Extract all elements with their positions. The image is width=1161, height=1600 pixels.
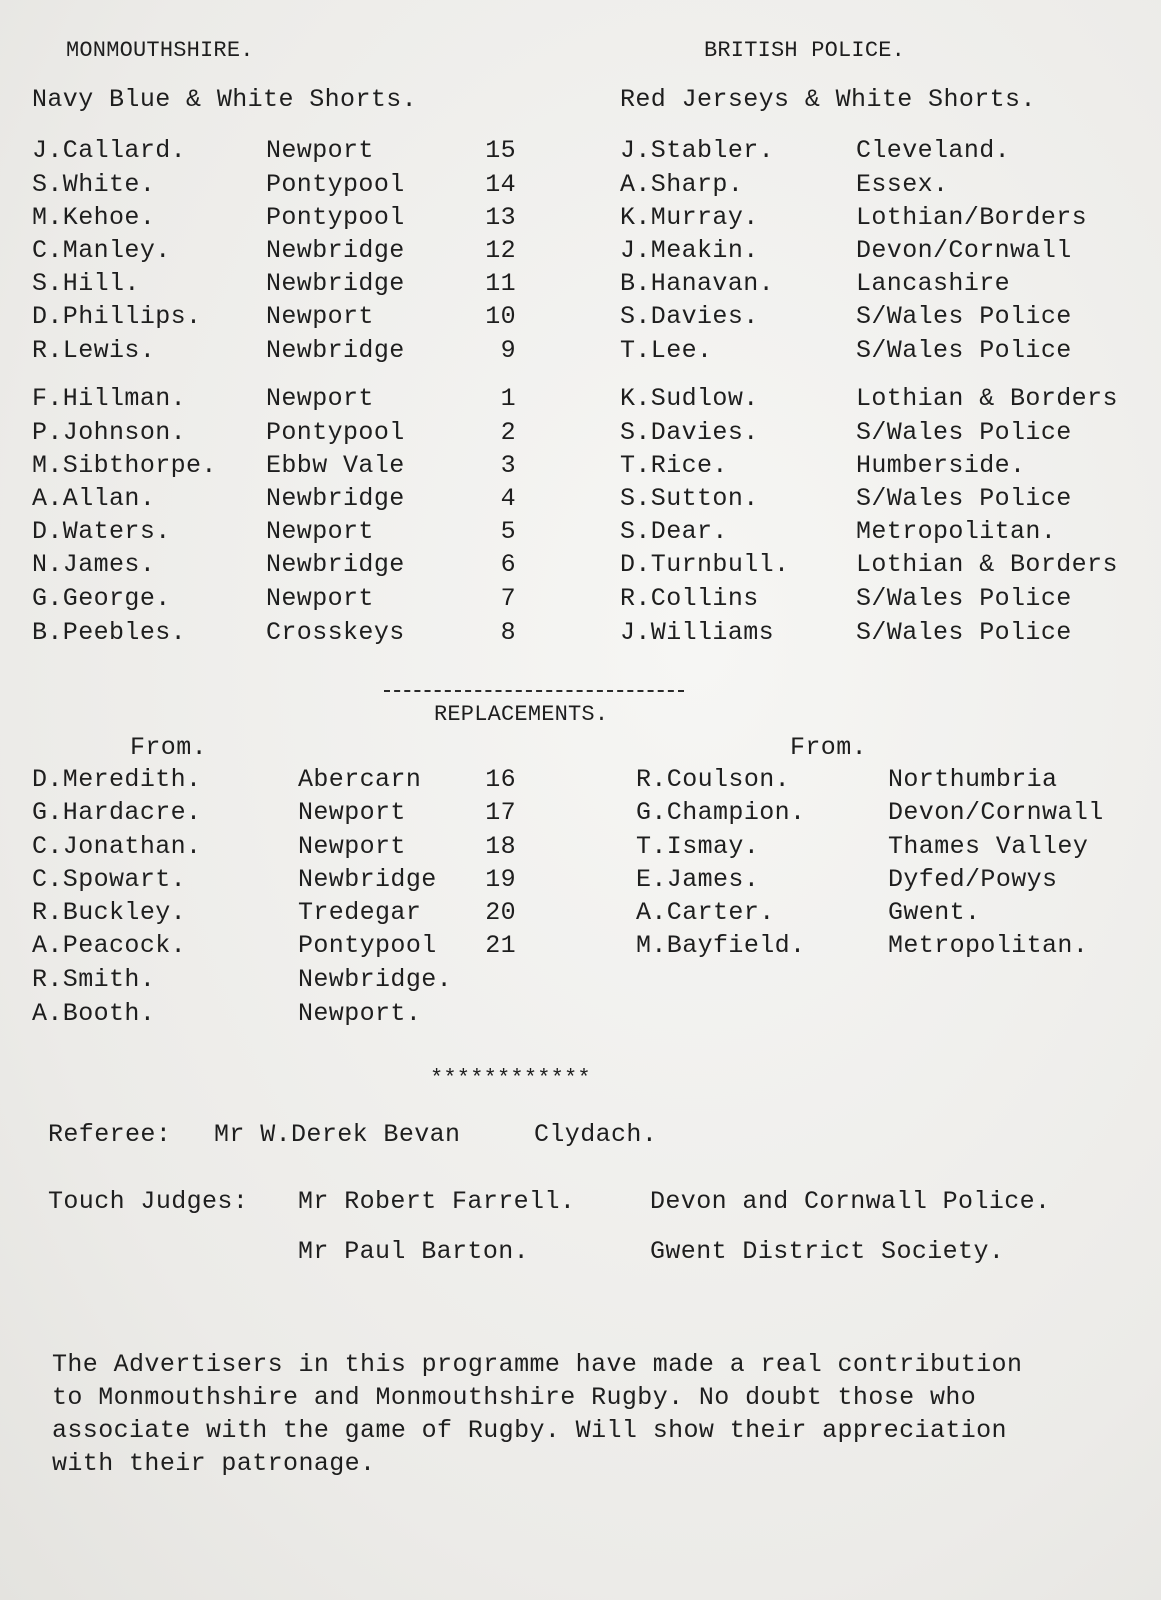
away-player-force: Lancashire [856, 269, 1011, 298]
home-player-name: D.Waters. [32, 517, 171, 546]
home-player-name: C.Jonathan. [32, 832, 202, 861]
home-player-name: S.White. [32, 170, 156, 199]
referee-name: Mr W.Derek Bevan [214, 1120, 461, 1149]
home-team-title: MONMOUTHSHIRE. [66, 38, 254, 63]
home-player-name: B.Peebles. [32, 618, 187, 647]
away-player-name: S.Davies. [620, 302, 759, 331]
home-colours: Navy Blue & White Shorts. [32, 85, 418, 114]
home-player-name: D.Meredith. [32, 765, 202, 794]
note-line: associate with the game of Rugby. Will show their appreciation [52, 1416, 1007, 1445]
shirt-number: 7 [500, 584, 516, 613]
away-player-force: S/Wales Police [856, 418, 1072, 447]
away-player-force: Cleveland. [856, 136, 1011, 165]
home-player-club: Newport [266, 584, 374, 613]
touch-judge-name: Mr Robert Farrell. [298, 1187, 576, 1216]
home-player-name: C.Manley. [32, 236, 171, 265]
shirt-number: 3 [500, 451, 516, 480]
away-player-name: S.Davies. [620, 418, 759, 447]
away-player-force: Gwent. [888, 898, 981, 927]
shirt-number: 12 [485, 236, 516, 265]
shirt-number: 20 [485, 898, 516, 927]
home-player-name: F.Hillman. [32, 384, 187, 413]
replacements-title: REPLACEMENTS. [434, 702, 609, 727]
away-player-name: K.Sudlow. [620, 384, 759, 413]
home-player-name: A.Peacock. [32, 931, 187, 960]
away-player-name: A.Carter. [636, 898, 775, 927]
shirt-number: 16 [485, 765, 516, 794]
away-player-force: Lothian & Borders [856, 384, 1118, 413]
home-player-club: Pontypool [266, 170, 405, 199]
home-player-club: Newbridge [266, 269, 405, 298]
home-player-name: P.Johnson. [32, 418, 187, 447]
shirt-number: 1 [500, 384, 516, 413]
note-line: with their patronage. [52, 1449, 376, 1478]
away-player-name: G.Champion. [636, 798, 806, 827]
away-player-force: Essex. [856, 170, 949, 199]
home-player-club: Pontypool [266, 203, 405, 232]
home-player-club: Newbridge. [298, 965, 453, 994]
home-player-name: C.Spowart. [32, 865, 187, 894]
away-player-force: Thames Valley [888, 832, 1089, 861]
star-separator: ************ [430, 1066, 591, 1091]
touch-judges-label: Touch Judges: [48, 1187, 249, 1216]
away-player-force: S/Wales Police [856, 336, 1072, 365]
home-player-club: Newbridge [266, 550, 405, 579]
shirt-number: 19 [485, 865, 516, 894]
away-player-force: Lothian/Borders [856, 203, 1088, 232]
home-player-club: Crosskeys [266, 618, 405, 647]
note-line: The Advertisers in this programme have made a real contribution [52, 1350, 1023, 1379]
home-player-club: Newport [298, 832, 406, 861]
home-player-name: A.Allan. [32, 484, 156, 513]
shirt-number: 4 [500, 484, 516, 513]
away-player-force: Lothian & Borders [856, 550, 1118, 579]
away-colours: Red Jerseys & White Shorts. [620, 85, 1036, 114]
home-player-name: R.Lewis. [32, 336, 156, 365]
shirt-number: 13 [485, 203, 516, 232]
home-player-name: M.Sibthorpe. [32, 451, 217, 480]
away-player-name: S.Sutton. [620, 484, 759, 513]
away-player-name: J.Meakin. [620, 236, 759, 265]
away-player-name: D.Turnbull. [620, 550, 790, 579]
touch-judge-from: Devon and Cornwall Police. [650, 1187, 1051, 1216]
away-player-force: Devon/Cornwall [856, 236, 1072, 265]
section-divider [384, 690, 684, 692]
away-player-force: S/Wales Police [856, 584, 1072, 613]
home-player-name: M.Kehoe. [32, 203, 156, 232]
home-player-name: S.Hill. [32, 269, 140, 298]
shirt-number: 18 [485, 832, 516, 861]
touch-judge-name: Mr Paul Barton. [298, 1237, 530, 1266]
home-player-club: Newbridge [298, 865, 437, 894]
shirt-number: 9 [500, 336, 516, 365]
home-player-name: R.Buckley. [32, 898, 187, 927]
referee-label: Referee: [48, 1120, 172, 1149]
away-player-name: R.Coulson. [636, 765, 791, 794]
shirt-number: 14 [485, 170, 516, 199]
home-from-label: From. [130, 733, 208, 762]
away-player-name: J.Stabler. [620, 136, 775, 165]
home-player-club: Newport. [298, 999, 422, 1028]
home-player-club: Newport [266, 302, 374, 331]
home-player-club: Newport [298, 798, 406, 827]
home-player-club: Newport [266, 384, 374, 413]
away-from-label: From. [790, 733, 868, 762]
home-player-club: Tredegar [298, 898, 422, 927]
home-player-name: G.George. [32, 584, 171, 613]
shirt-number: 5 [500, 517, 516, 546]
note-line: to Monmouthshire and Monmouthshire Rugby. No doubt those who [52, 1383, 977, 1412]
away-player-force: S/Wales Police [856, 484, 1072, 513]
away-player-name: B.Hanavan. [620, 269, 775, 298]
shirt-number: 11 [485, 269, 516, 298]
away-player-force: Humberside. [856, 451, 1026, 480]
home-player-club: Newbridge [266, 484, 405, 513]
referee-from: Clydach. [534, 1120, 658, 1149]
away-player-name: S.Dear. [620, 517, 728, 546]
shirt-number: 2 [500, 418, 516, 447]
away-player-name: T.Ismay. [636, 832, 760, 861]
shirt-number: 21 [485, 931, 516, 960]
away-player-name: M.Bayfield. [636, 931, 806, 960]
home-player-name: J.Callard. [32, 136, 187, 165]
home-player-club: Ebbw Vale [266, 451, 405, 480]
away-player-name: E.James. [636, 865, 760, 894]
away-player-name: K.Murray. [620, 203, 759, 232]
home-player-name: D.Phillips. [32, 302, 202, 331]
away-team-title: BRITISH POLICE. [704, 38, 906, 63]
away-player-name: T.Lee. [620, 336, 713, 365]
shirt-number: 10 [485, 302, 516, 331]
away-player-force: S/Wales Police [856, 618, 1072, 647]
home-player-name: R.Smith. [32, 965, 156, 994]
home-player-name: N.James. [32, 550, 156, 579]
shirt-number: 8 [500, 618, 516, 647]
away-player-name: R.Collins [620, 584, 759, 613]
away-player-force: Metropolitan. [856, 517, 1057, 546]
home-player-club: Abercarn [298, 765, 422, 794]
touch-judge-from: Gwent District Society. [650, 1237, 1005, 1266]
away-player-force: Metropolitan. [888, 931, 1089, 960]
shirt-number: 15 [485, 136, 516, 165]
away-player-force: Northumbria [888, 765, 1058, 794]
home-player-club: Newport [266, 136, 374, 165]
away-player-force: S/Wales Police [856, 302, 1072, 331]
away-player-force: Devon/Cornwall [888, 798, 1104, 827]
away-player-force: Dyfed/Powys [888, 865, 1058, 894]
home-player-name: G.Hardacre. [32, 798, 202, 827]
home-player-club: Newport [266, 517, 374, 546]
away-player-name: J.Williams [620, 618, 775, 647]
shirt-number: 6 [500, 550, 516, 579]
home-player-club: Pontypool [298, 931, 437, 960]
home-player-club: Newbridge [266, 336, 405, 365]
home-player-club: Pontypool [266, 418, 405, 447]
home-player-name: A.Booth. [32, 999, 156, 1028]
away-player-name: A.Sharp. [620, 170, 744, 199]
home-player-club: Newbridge [266, 236, 405, 265]
away-player-name: T.Rice. [620, 451, 728, 480]
shirt-number: 17 [485, 798, 516, 827]
